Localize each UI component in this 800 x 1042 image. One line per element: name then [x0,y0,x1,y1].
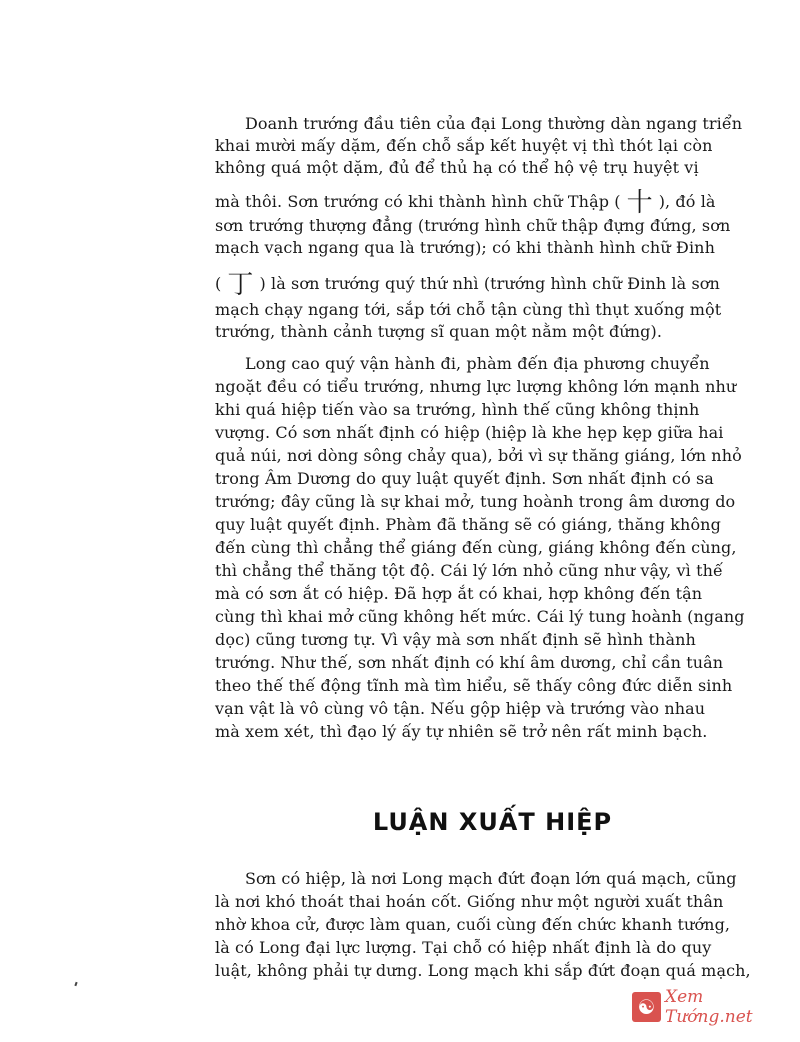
text-line: sơn trướng thượng đẳng (trướng hình chữ thập đựng đứng, sơn [215,216,731,235]
text-line: theo thế thế động tĩnh mà tìm hiểu, sẽ thấy công đức diễn sinh [215,676,733,695]
text-line: khi quá hiệp tiến vào sa trướng, hình thế cũng không thịnh [215,400,700,419]
text-line: trướng, thành cảnh tượng sĩ quan một nằm một đứng). [215,322,663,341]
text-line: cùng thì khai mở cũng không hết mức. Cái lý tung hoành (ngang [215,607,745,626]
text-line: thì chẳng thể thăng tột độ. Cái lý lớn nhỏ cũng như vậy, vì thế [215,561,723,580]
text-segment: ( [215,274,222,293]
yin-yang-icon: ☯ [632,992,661,1022]
text-line: mạch vạch ngang qua là trướng); có khi thành hình chữ Đinh [215,238,715,257]
text-segment: ) là sơn trướng quý thứ nhì (trướng hình chữ Đinh là sơn [259,274,720,293]
text-line: trướng; đây cũng là sự khai mở, tung hoành trong âm dương do [215,492,736,511]
scan-speck [74,982,77,986]
section-heading: LUẬN XUẤT HIỆP [372,808,613,836]
text-line: trướng. Như thế, sơn nhất định có khí âm dương, chỉ cần tuân [215,653,724,672]
text-line: mạch chạy ngang tới, sắp tới chỗ tận cùng thì thụt xuống một [215,300,722,319]
text-line: nhờ khoa cử, được làm quan, cuối cùng đến chức khanh tướng, [215,915,731,934]
chinese-character-dinh: 丁 [227,269,254,300]
text-line: Doanh trướng đầu tiên của đại Long thường dàn ngang triển [245,114,743,133]
text-line: Long cao quý vận hành đi, phàm đến địa phương chuyển [245,354,710,373]
text-line: quả núi, nơi dòng sông chảy qua), bởi vì sự thăng giáng, lớn nhỏ [215,446,742,465]
text-line [215,269,770,300]
text-line: Sơn có hiệp, là nơi Long mạch đứt đoạn lớn quá mạch, cũng [245,869,737,888]
text-line: vạn vật là vô cùng vô tận. Nếu gộp hiệp và trướng vào nhau [215,699,706,718]
text-line: không quá một dặm, đủ để thủ hạ có thể hộ vệ trụ huyệt vị [215,158,699,177]
text-line [215,187,770,218]
text-line: là có Long đại lực lượng. Tại chỗ có hiệp nhất định là do quy [215,938,712,957]
text-segment: ), đó là [658,192,716,211]
text-line: mà xem xét, thì đạo lý ấy tự nhiên sẽ trở nên rất minh bạch. [215,722,708,741]
text-line: trong Âm Dương do quy luật quyết định. Sơn nhất định có sa [215,469,714,488]
text-line: khai mười mấy dặm, đến chỗ sắp kết huyệt vị thì thót lại còn [215,136,713,155]
text-line: dọc) cũng tương tự. Vì vậy mà sơn nhất định sẽ hình thành [215,630,696,649]
chinese-character-thap: 十 [626,187,653,218]
text-line: quy luật quyết định. Phàm đã thăng sẽ có giáng, thăng không [215,515,721,534]
text-line: ngoặt đều có tiểu trướng, nhưng lực lượng không lớn mạnh như [215,377,737,396]
text-line: đến cùng thì chẳng thể giáng đến cùng, giáng không đến cùng, [215,538,737,557]
text-line: mà có sơn ắt có hiệp. Đã hợp ắt có khai, hợp không đến tận [215,584,703,603]
watermark-text: Xem Tướng.net [665,987,753,1027]
watermark-logo [632,987,792,1027]
text-line: là nơi khó thoát thai hoán cốt. Giống như một người xuất thân [215,892,724,911]
text-line: luật, không phải tự dưng. Long mạch khi sắp đứt đoạn quá mạch, [215,961,751,980]
text-segment: mà thôi. Sơn trướng có khi thành hình chữ Thập ( [215,192,621,211]
text-line: vượng. Có sơn nhất định có hiệp (hiệp là khe hẹp kẹp giữa hai [215,423,724,442]
